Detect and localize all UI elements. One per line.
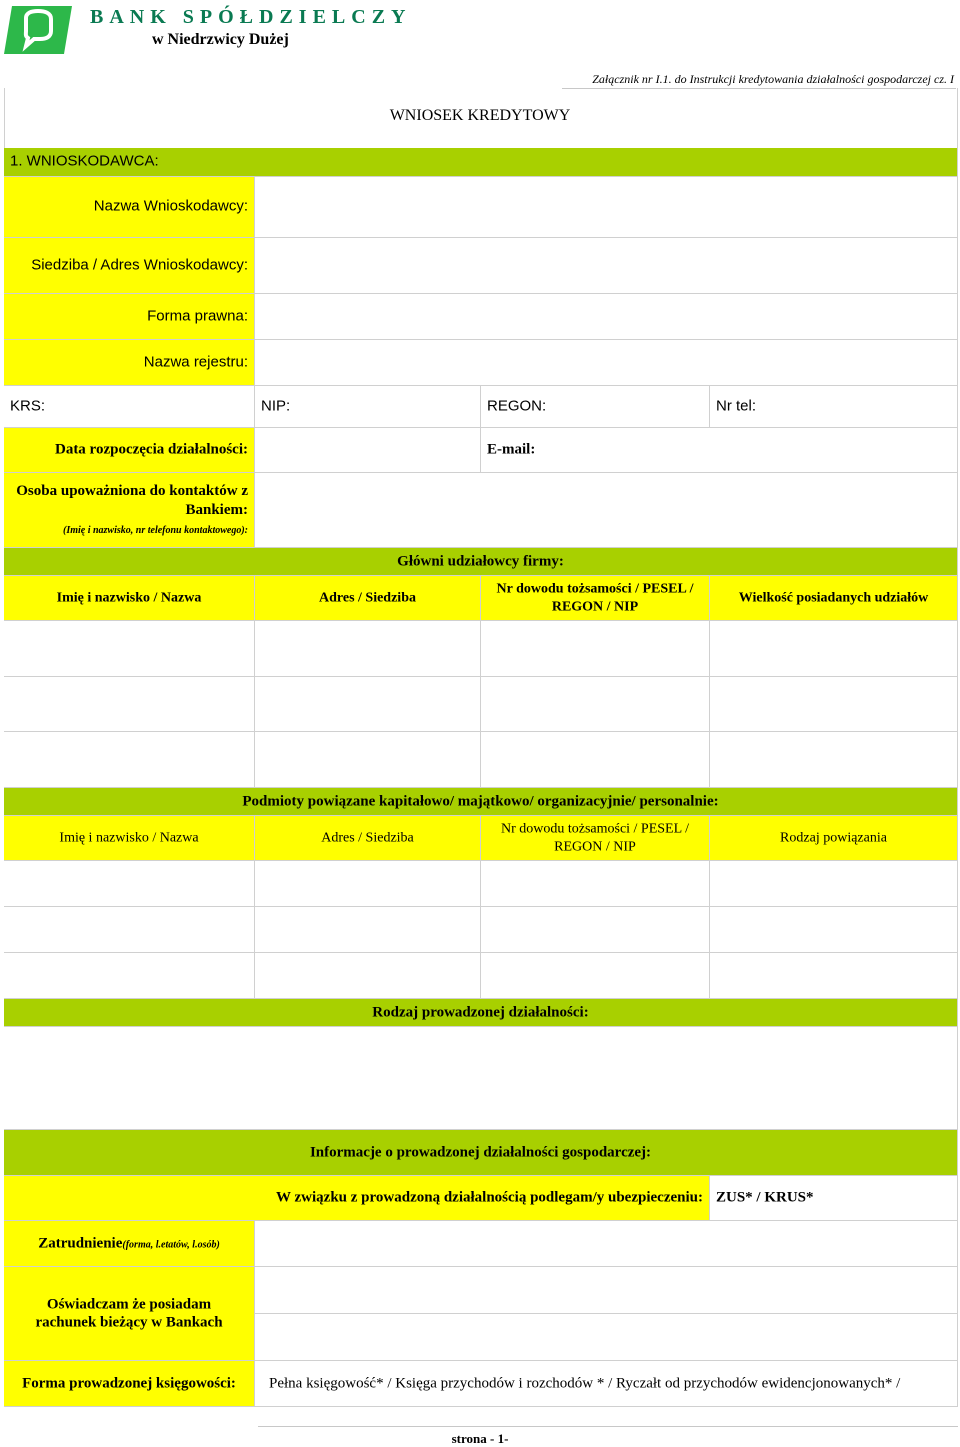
applicant-address-label-text: Siedziba / Adres Wnioskodawcy: <box>31 256 248 274</box>
business-info-heading <box>4 1130 958 1176</box>
shareholder-row-3-share[interactable] <box>710 732 958 788</box>
bank-accounts-label-text: Oświadczam że posiadam rachunek bieżący w Bankach <box>35 1295 223 1331</box>
related-col-relation-text: Rodzaj powiązania <box>780 830 887 846</box>
shareholders-col-share-text: Wielkość posiadanych udziałów <box>738 590 929 606</box>
contact-person-label-text <box>4 482 254 538</box>
related-row-1-name[interactable] <box>4 861 255 907</box>
section-applicant-heading-text: 1. WNIOSKODAWCA: <box>10 152 159 170</box>
employment-label-text <box>4 1234 254 1253</box>
legal-form-label-text: Forma prawna: <box>147 307 248 325</box>
phone-label: Nr tel: <box>716 397 757 415</box>
related-row-3-address[interactable] <box>255 953 481 999</box>
related-heading-text: Podmioty powiązane kapitałowo/ majątkowo/ organizacyjnie/ personalnie: <box>242 793 719 810</box>
business-info-heading-text: Informacje o prowadzonej działalności gospodarczej: <box>309 1144 652 1161</box>
regon-label: REGON: <box>487 397 547 415</box>
related-col-name-text: Imię i nazwisko / Nazwa <box>59 830 199 846</box>
applicant-address-label <box>4 238 255 294</box>
related-col-id <box>481 816 710 861</box>
related-row-2-relation[interactable] <box>710 907 958 953</box>
accounting-form-options: Pełna księgowość* / Księga przychodów i rozchodów * / Ryczałt od przychodów ewidencjonowanych* / <box>269 1375 901 1392</box>
shareholder-row-3-name[interactable] <box>4 732 255 788</box>
insurance-choice-text: ZUS* / KRUS* <box>716 1189 814 1206</box>
insurance-label-text: W związku z prowadzoną działalnością podlegam/y ubezpieczeniu: <box>276 1189 703 1206</box>
shareholder-row-1-id[interactable] <box>481 621 710 677</box>
contact-person-field[interactable] <box>255 473 958 548</box>
shareholders-col-name <box>4 576 255 621</box>
related-row-3-relation[interactable] <box>710 953 958 999</box>
related-col-address-text: Adres / Siedziba <box>321 830 414 846</box>
shareholders-heading-text: Główni udziałowcy firmy: <box>397 553 564 570</box>
shareholders-heading <box>4 548 958 576</box>
accounting-form-label <box>4 1361 255 1407</box>
related-heading <box>4 788 958 816</box>
activity-type-heading-text: Rodzaj prowadzonej działalności: <box>372 1004 589 1021</box>
accounting-form-choice[interactable] <box>255 1361 958 1407</box>
related-row-1-relation[interactable] <box>710 861 958 907</box>
shareholders-col-share <box>710 576 958 621</box>
shareholder-row-2-share[interactable] <box>710 677 958 732</box>
contact-person-label <box>4 473 255 548</box>
accounting-form-label-text: Forma prowadzonej księgowości: <box>22 1375 236 1392</box>
activity-type-heading <box>4 999 958 1027</box>
bank-accounts-field-1[interactable] <box>255 1267 958 1314</box>
bank-accounts-label <box>4 1267 255 1361</box>
related-row-2-id[interactable] <box>481 907 710 953</box>
shareholder-row-3-address[interactable] <box>255 732 481 788</box>
shareholder-row-2-name[interactable] <box>4 677 255 732</box>
registry-label-text: Nazwa rejestru: <box>143 353 248 371</box>
employment-hint: (forma, l.etatów, l.osób) <box>122 1239 220 1251</box>
applicant-name-label <box>4 177 255 238</box>
related-row-1-id[interactable] <box>481 861 710 907</box>
related-row-2-name[interactable] <box>4 907 255 953</box>
shareholders-col-address <box>255 576 481 621</box>
email-field[interactable] <box>481 428 958 473</box>
section-applicant-heading <box>4 148 958 177</box>
attachment-note: Załącznik nr I.1. do Instrukcji kredytowania działalności gospodarczej cz. I <box>592 72 954 86</box>
regon-field[interactable] <box>481 386 710 428</box>
related-row-3-name[interactable] <box>4 953 255 999</box>
bank-location: w Niedrzwicy Dużej <box>152 31 289 48</box>
shareholder-row-1-name[interactable] <box>4 621 255 677</box>
phone-field[interactable] <box>710 386 958 428</box>
registry-label <box>4 340 255 386</box>
employment-field[interactable] <box>255 1221 958 1267</box>
related-col-relation <box>710 816 958 861</box>
related-row-1-address[interactable] <box>255 861 481 907</box>
employment-label-main: Zatrudnienie <box>38 1235 123 1252</box>
shareholder-row-3-id[interactable] <box>481 732 710 788</box>
employment-label <box>4 1221 255 1267</box>
shareholders-col-id <box>481 576 710 621</box>
nip-field[interactable] <box>255 386 481 428</box>
shareholder-row-1-share[interactable] <box>710 621 958 677</box>
bank-logo <box>4 4 72 56</box>
krs-label: KRS: <box>10 397 46 415</box>
shareholders-col-id-text: Nr dowodu tożsamości / PESEL / REGON / NIP <box>496 581 694 614</box>
shareholder-row-2-address[interactable] <box>255 677 481 732</box>
registry-field[interactable] <box>255 340 958 386</box>
insurance-label <box>4 1176 710 1221</box>
applicant-name-label-text: Nazwa Wnioskodawcy: <box>93 197 248 215</box>
applicant-address-field[interactable] <box>255 238 958 294</box>
nip-label: NIP: <box>261 397 291 415</box>
legal-form-field[interactable] <box>255 294 958 340</box>
contact-person-hint: (Imię i nazwisko, nr telefonu kontaktowego): <box>62 524 248 536</box>
bank-name: BANK SPÓŁDZIELCZY <box>90 6 412 28</box>
activity-type-field[interactable] <box>4 1027 958 1130</box>
related-col-address <box>255 816 481 861</box>
applicant-name-field[interactable] <box>255 177 958 238</box>
start-date-label-text: Data rozpoczęcia działalności: <box>54 441 248 458</box>
footer-divider <box>258 1426 958 1427</box>
related-row-3-id[interactable] <box>481 953 710 999</box>
start-date-field[interactable] <box>255 428 481 473</box>
document-title: WNIOSEK KREDYTOWY <box>389 107 571 124</box>
start-date-label <box>4 428 255 473</box>
bank-accounts-field-2[interactable] <box>255 1314 958 1361</box>
related-col-name <box>4 816 255 861</box>
insurance-choice[interactable] <box>710 1176 958 1221</box>
email-label: E-mail: <box>487 441 536 458</box>
contact-person-label-main: Osoba upoważniona do kontaktów z Bankiem: <box>16 482 248 518</box>
krs-field[interactable] <box>4 386 255 428</box>
page-number: strona - 1- <box>451 1431 509 1446</box>
shareholder-row-1-address[interactable] <box>255 621 481 677</box>
shareholder-row-2-id[interactable] <box>481 677 710 732</box>
related-col-id-text: Nr dowodu tożsamości / PESEL / REGON / NIP <box>500 821 690 854</box>
title-box <box>4 88 958 148</box>
related-row-2-address[interactable] <box>255 907 481 953</box>
shareholders-col-name-text: Imię i nazwisko / Nazwa <box>56 590 202 606</box>
shareholders-col-address-text: Adres / Siedziba <box>319 590 416 606</box>
legal-form-label <box>4 294 255 340</box>
